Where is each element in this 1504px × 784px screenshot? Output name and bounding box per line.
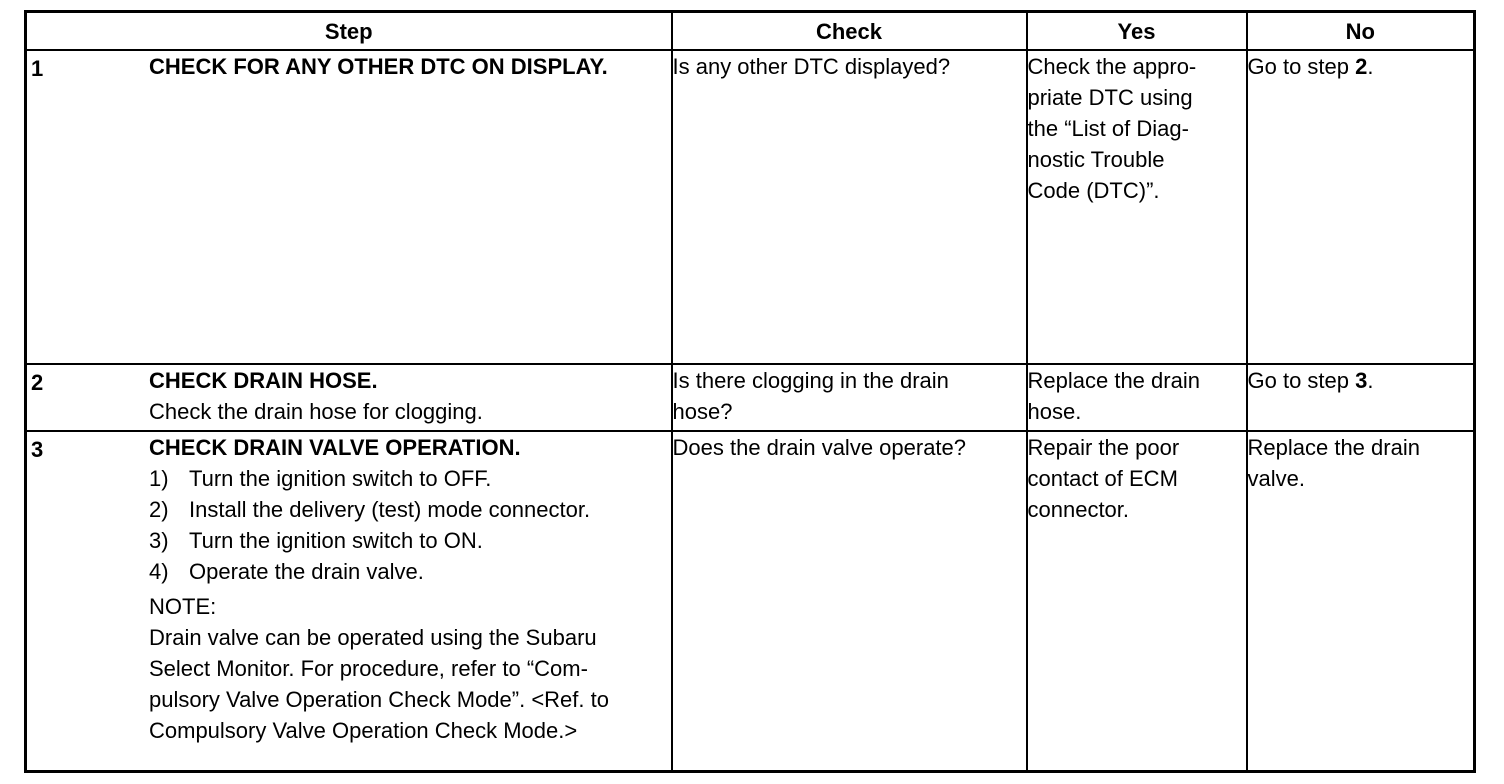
step-number: 2: [31, 370, 44, 395]
diagnostic-table: [24, 10, 1476, 773]
procedure-text: Install the delivery (test) mode connector.: [189, 497, 591, 522]
procedure-number: 2): [149, 497, 169, 522]
no-cell: [1247, 364, 1475, 431]
header-no: No: [1247, 12, 1475, 51]
yes-text: Replace the drain hose.: [1027, 368, 1200, 424]
note-label: NOTE:: [149, 594, 217, 619]
note-text: Drain valve can be operated using the Subaru Select Monitor. For procedure, refer to “Com- pulsory Valve Operation Check Mode”. <Ref. to Compulsory Valve Operation Check Mode.>: [149, 625, 609, 743]
header-step: Step: [26, 12, 672, 51]
step-description: Check the drain hose for clogging.: [149, 399, 483, 424]
procedure-list: [149, 463, 671, 587]
procedure-text: Turn the ignition switch to ON.: [189, 528, 483, 553]
no-text-suffix: .: [1367, 54, 1374, 79]
check-text: Is there clogging in the drain hose?: [672, 368, 949, 424]
check-text: Is any other DTC displayed?: [672, 54, 951, 79]
procedure-item: [149, 463, 671, 494]
check-text: Does the drain valve operate?: [672, 435, 967, 460]
yes-text: Check the appro- priate DTC using the “List of Diag- nostic Trouble Code (DTC)”.: [1027, 54, 1197, 203]
no-text-suffix: .: [1367, 368, 1374, 393]
step-title: CHECK FOR ANY OTHER DTC ON DISPLAY.: [149, 54, 608, 79]
no-text-prefix: Go to step: [1247, 368, 1356, 393]
check-cell: [672, 50, 1027, 364]
no-text-prefix: Go to step: [1247, 54, 1356, 79]
procedure-text: Turn the ignition switch to OFF.: [189, 466, 492, 491]
yes-cell: [1027, 50, 1247, 364]
procedure-number: 4): [149, 559, 169, 584]
step-number: 1: [31, 56, 44, 81]
table-row: [26, 364, 1475, 431]
step-cell: [26, 50, 672, 364]
step-title: CHECK DRAIN VALVE OPERATION.: [149, 435, 521, 460]
procedure-number: 1): [149, 466, 169, 491]
header-row: [26, 12, 1475, 51]
header-check: Check: [672, 12, 1027, 51]
procedure-item: [149, 494, 671, 525]
yes-cell: [1027, 431, 1247, 772]
no-cell: [1247, 50, 1475, 364]
procedure-text: Operate the drain valve.: [189, 559, 424, 584]
check-cell: [672, 431, 1027, 772]
step-number: 3: [31, 437, 44, 462]
step-cell: [26, 364, 672, 431]
no-step-ref: 2: [1355, 54, 1368, 79]
procedure-item: [149, 556, 671, 587]
table-row: [26, 50, 1475, 364]
step-cell: [26, 431, 672, 772]
yes-text: Repair the poor contact of ECM connector.: [1027, 435, 1180, 522]
table-row: [26, 431, 1475, 772]
no-cell: [1247, 431, 1475, 772]
procedure-item: [149, 525, 671, 556]
check-cell: [672, 364, 1027, 431]
yes-cell: [1027, 364, 1247, 431]
no-step-ref: 3: [1355, 368, 1368, 393]
header-yes: Yes: [1027, 12, 1247, 51]
step-title: CHECK DRAIN HOSE.: [149, 368, 378, 393]
procedure-number: 3): [149, 528, 169, 553]
no-text: Replace the drain valve.: [1247, 435, 1420, 491]
